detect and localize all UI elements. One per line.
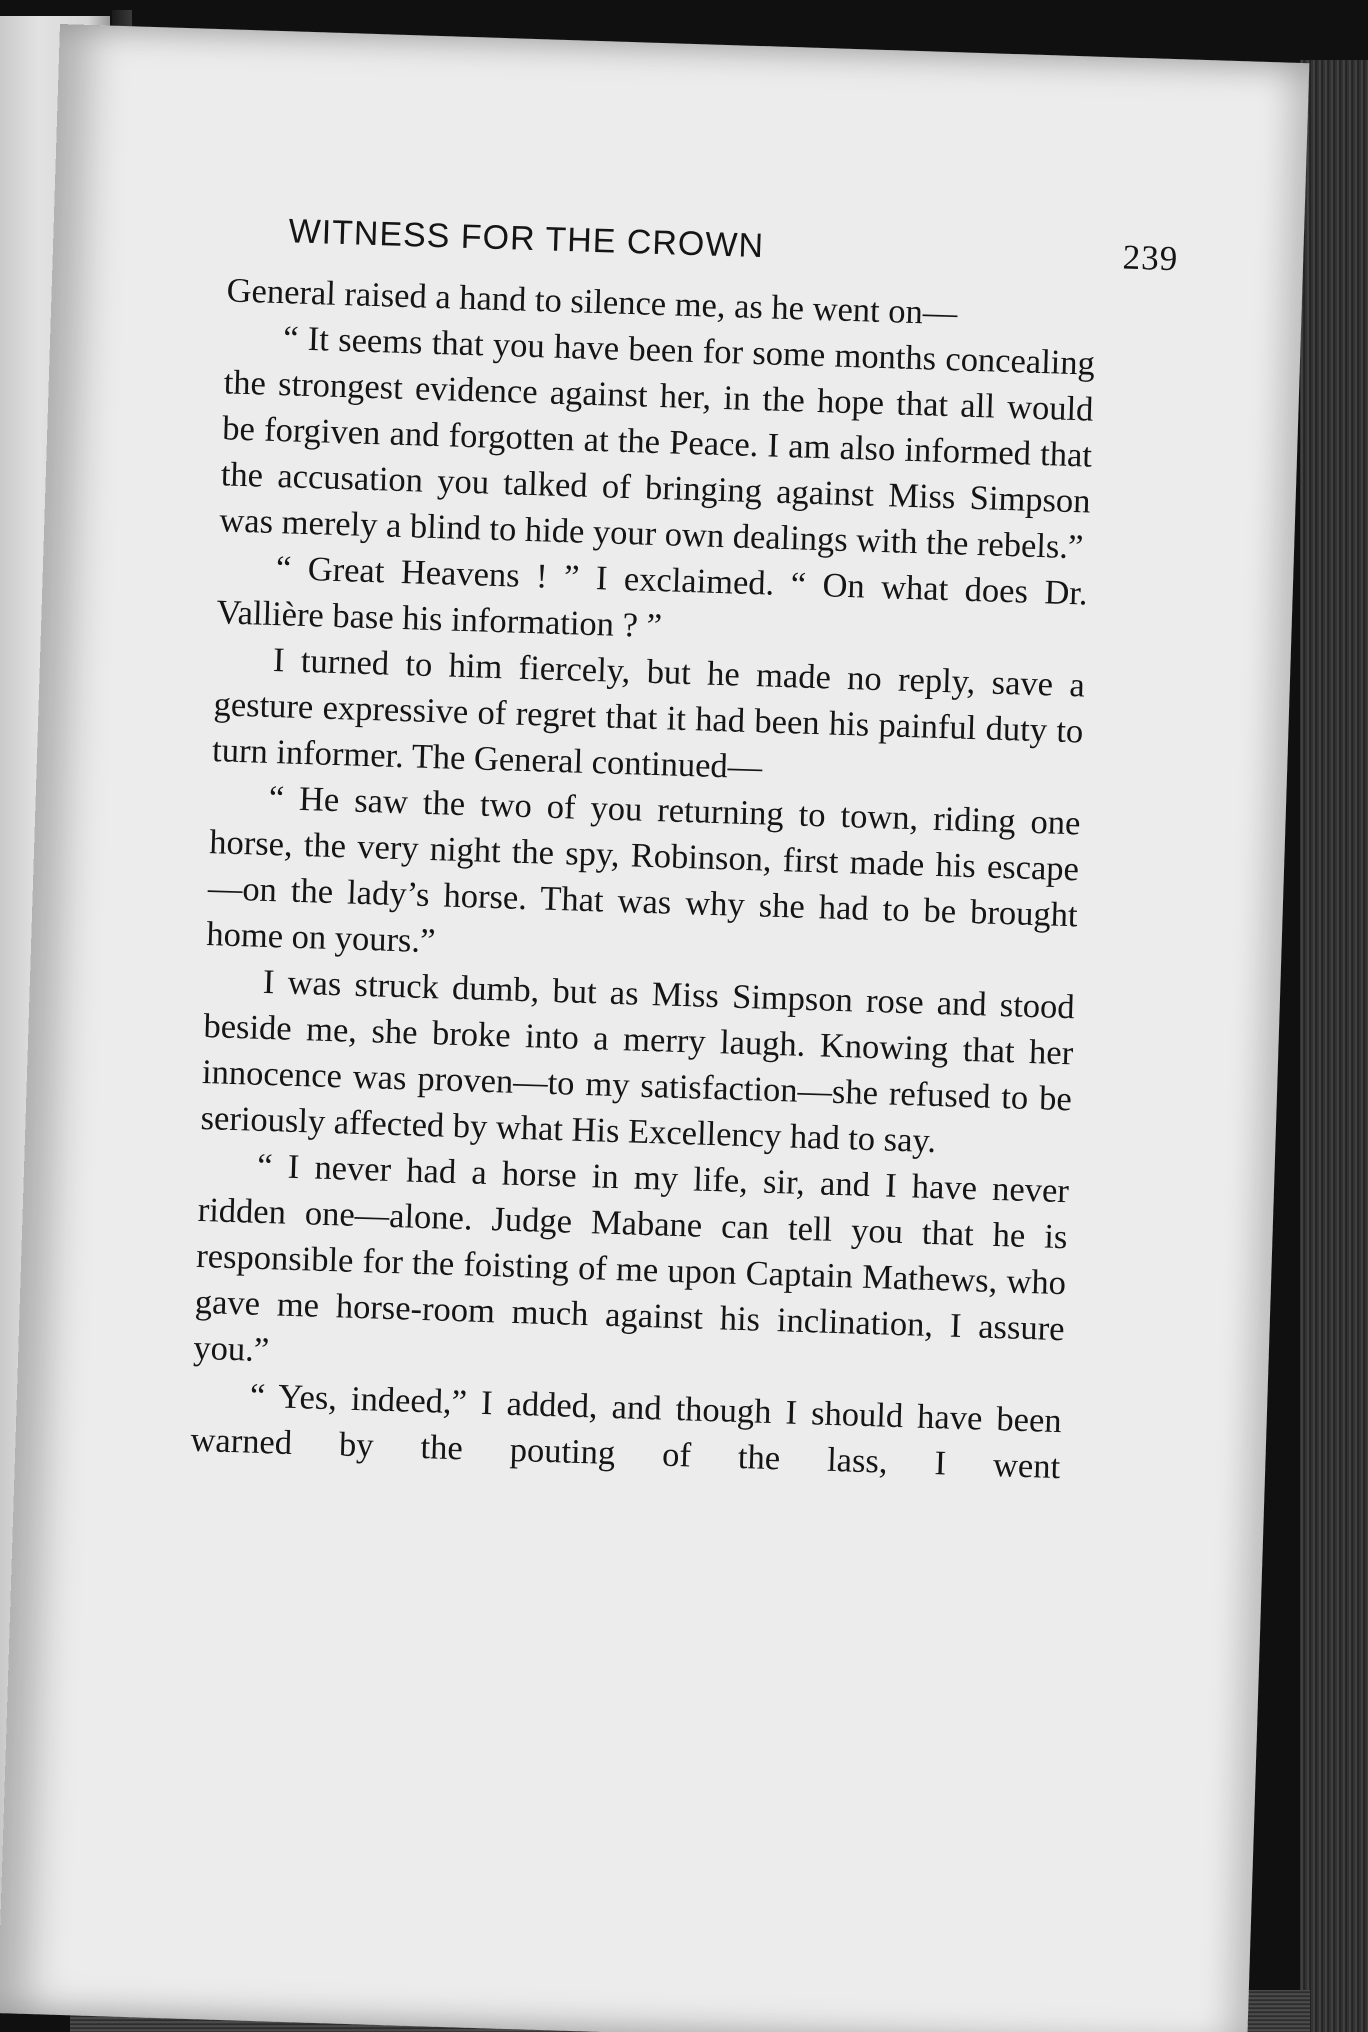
running-head [228,209,1179,279]
paragraph: I turned to him fiercely, but he made no reply, save a gesture expressive of regret that it had been his painful duty to turn informer. The General continued— [211,641,1086,787]
paragraph: I was struck dumb, but as Miss Simpson rose and stood beside me, she broke into a merry laugh. Knowing that her innocence was proven—to my satisfaction—she refused to be seriously affected by what His Excellency had to say. [200,962,1076,1161]
book-block-edge [1300,60,1368,2032]
paragraph: General raised a hand to silence me, as he went on— [226,271,958,333]
paragraph: “ Great Heavens ! ” I exclaimed. “ On what does Dr. Vallière base his information ? ” [216,549,1089,646]
paragraph: “ I never had a horse in my life, sir, and I have never ridden one—alone. Judge Mabane can tell you that he is responsible for the foisting of me upon Captain Mathews, who gave me horse-room much against his inclination, I assure you.” [192,1146,1070,1370]
body-text [190,267,1097,1490]
paragraph: “ He saw the two of you returning to town, riding one horse, the very night the spy, Robinson, first made his escape—on the lady’s horse. That was why she had to be brought home on yours.” [205,778,1081,961]
page-number: 239 [1122,237,1179,279]
paragraph: “ Yes, indeed,” I added, and though I should have been warned by the pouting of the lass, I went [189,1376,1063,1487]
book-page [0,24,1309,2032]
paragraph: “ It seems that you have been for some months concealing the strongest evidence against her, in the hope that all would be forgiven and forgotten at the Peace. I am also informed that the accusation you talked of bringing against Miss Simpson was merely a blind to hide your own dealings with the rebels.” [218,319,1096,567]
running-title: WITNESS FOR THE CROWN [288,212,765,266]
